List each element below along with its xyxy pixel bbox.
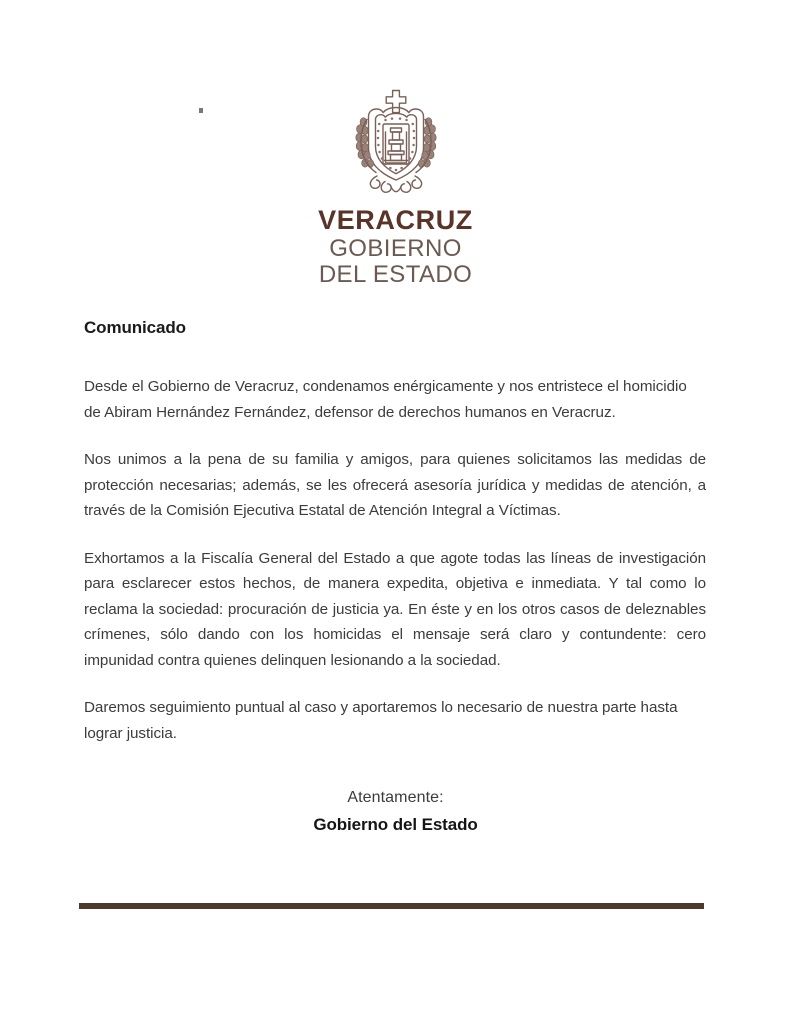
paragraph-2: Nos unimos a la pena de su familia y amigos, para quienes solicitamos las medidas de protección necesarias; además, se les ofrecerá asesoría jurídica y medidas de atención, a través de la Comisión Ejecutiva Estatal de Atención Integral a Víctimas. [84, 451, 706, 519]
paragraph-4: Daremos seguimiento puntual al caso y aportaremos lo necesario de nuestra parte hasta lograr justicia. [84, 699, 678, 742]
page-title: Comunicado [84, 318, 186, 337]
wordmark-gobierno: GOBIERNO [329, 235, 462, 262]
wordmark [318, 207, 473, 287]
signature-closing: Atentamente: [347, 789, 444, 806]
wordmark-del-estado: DEL ESTADO [318, 261, 473, 288]
letterhead [0, 86, 791, 287]
paragraph-3: Exhortamos a la Fiscalía General del Estado a que agote todas las líneas de investigación para esclarecer estos hechos, de manera expedita, objetiva e inmediata. Y tal como lo reclama la sociedad: procuración de justicia ya. En éste y en los otros casos de deleznables crímenes, sólo dando con los homicidas el mensaje será claro y contundente: cero impunidad contra quienes delinquen lesionando a la sociedad. [84, 549, 706, 669]
paragraph-1: Desde el Gobierno de Veracruz, condenamos enérgicamente y nos entristece el homicidio de Abiram Hernández Fernández, defensor de derechos humanos en Veracruz. [84, 378, 687, 421]
footer-divider [79, 903, 704, 909]
signature-block [0, 789, 791, 835]
signature-signer: Gobierno del Estado [313, 815, 478, 834]
wordmark-veracruz: VERACRUZ [318, 205, 473, 235]
veracruz-coat-of-arms-icon [344, 86, 448, 198]
document-body [84, 318, 706, 746]
